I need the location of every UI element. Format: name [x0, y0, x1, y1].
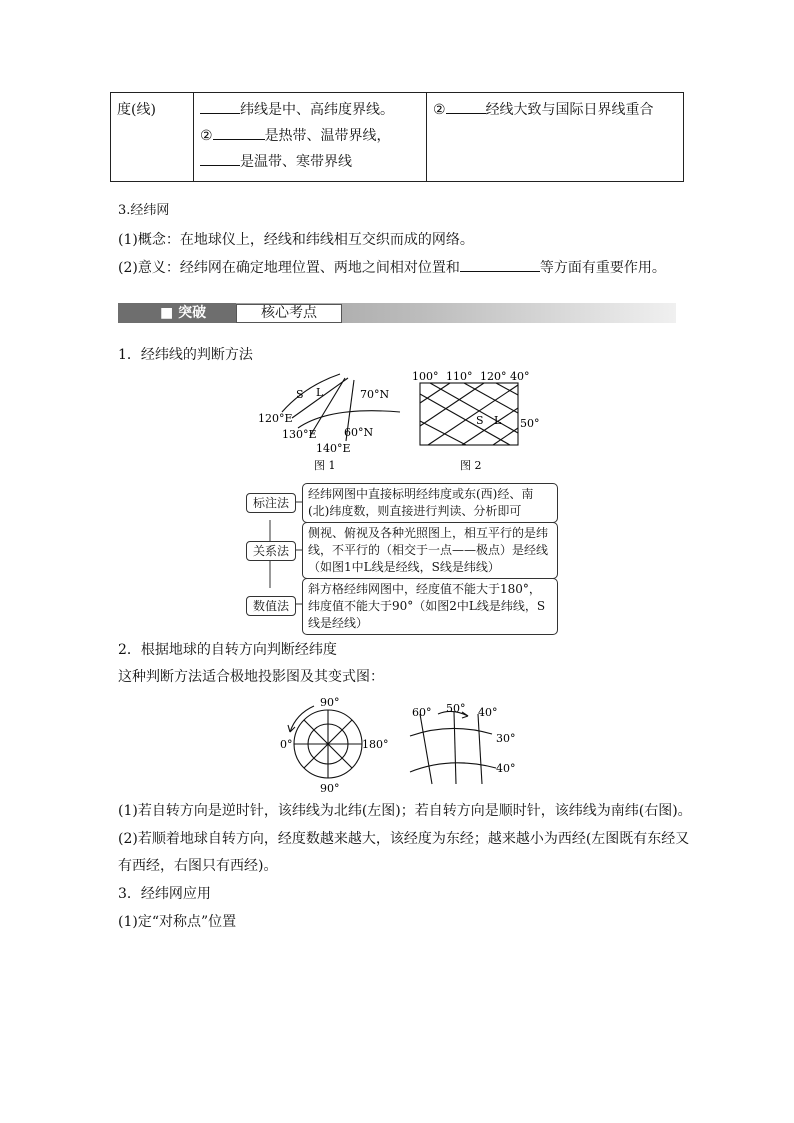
method-text-value: 斜方格经纬网图中，经度值不能大于180°，纬度值不能大于90°（如图2中L线是纬线，S线是经线）	[302, 578, 558, 635]
polar-projection-diagrams	[270, 694, 530, 798]
section-heading: 1．经纬线的判断方法	[118, 347, 253, 363]
paragraph: (1)定“对称点”位置	[118, 914, 237, 930]
paragraph	[118, 257, 666, 278]
cell-text: 经线大致与国际日界线重合	[485, 102, 654, 118]
polar-right-50: 50°	[446, 702, 466, 715]
latitude-line-70	[282, 374, 340, 412]
cell-text: 是温带、寒带界线	[240, 154, 352, 170]
paragraph: 有西经，右图只有西经)。	[118, 858, 278, 874]
figure-1-2-diagrams	[250, 366, 550, 476]
fig1-caption: 图 1	[314, 459, 336, 472]
banner-label-text: ■ 突破	[160, 305, 207, 321]
fill-blank	[200, 151, 240, 166]
section-heading: 3.经纬网	[118, 203, 170, 218]
polar-left-right: 180°	[362, 738, 389, 751]
fig2-frame	[420, 383, 518, 445]
lat-line-3	[200, 149, 420, 175]
figure-2	[420, 383, 518, 445]
fig1-l-label: L	[316, 386, 324, 399]
banner-tab: 核心考点	[236, 304, 342, 323]
banner-label	[118, 303, 236, 323]
polar-right-40-top: 40°	[478, 706, 498, 719]
method-label-value: 数值法	[246, 596, 296, 616]
method-label-relation: 关系法	[246, 541, 296, 561]
lat-line-1	[200, 97, 420, 123]
fig2-top-110: 110°	[446, 370, 473, 383]
polar-right-60: 60°	[412, 706, 432, 719]
fig1-lat70-label: 70°N	[360, 388, 390, 401]
grid-line	[420, 383, 484, 426]
table-cell-label	[111, 93, 194, 182]
cell-text: ②	[433, 102, 446, 118]
grid-line	[462, 408, 518, 445]
table-cell-latitude	[194, 93, 427, 182]
paragraph-text: 等方面有重要作用。	[539, 260, 666, 276]
method-text-relation: 侧视、俯视及各种光照图上，相互平行的是纬线，不平行的（相交于一点——极点）是经线（如图1中L线是经线，S线是纬线）	[302, 522, 558, 579]
fig2-top-120: 120°	[480, 370, 507, 383]
grid-line	[430, 383, 518, 433]
grid-line	[464, 383, 518, 413]
fig1-lon120-label: 120°E	[258, 412, 293, 425]
section-heading: 3．经纬网应用	[118, 886, 211, 902]
fig2-top-100: 100°	[412, 370, 439, 383]
polar-left-bottom: 90°	[320, 782, 340, 795]
table-cell-longitude	[427, 93, 684, 182]
section-banner	[118, 303, 676, 323]
cell-text: 纬线是中、高纬度界线。	[240, 102, 394, 118]
fig1-s-label: S	[296, 388, 304, 401]
latitude-arc-40	[410, 763, 496, 772]
meridian-40	[478, 714, 482, 784]
polar-right-diagram	[410, 711, 496, 784]
fill-blank	[213, 125, 265, 140]
polar-left-diagram	[288, 706, 362, 778]
polar-left-left: 0°	[280, 738, 293, 751]
paragraph: (2)若顺着地球自转方向，经度数越来越大，该经度为东经；越来越小为西经(左图既有东经又	[118, 831, 690, 847]
fill-blank	[460, 257, 540, 272]
cell-text: ②	[200, 128, 213, 144]
paragraph: (1)若自转方向是逆时针，该纬线为北纬(左图)；若自转方向是顺时针，该纬线为南纬(右图)。	[118, 803, 692, 819]
fill-blank	[200, 99, 240, 114]
fig2-s-label: S	[476, 414, 484, 427]
fig1-lon140-label: 140°E	[316, 442, 351, 455]
section-heading: 2．根据地球的自转方向判断经纬度	[118, 642, 337, 658]
method-label-annotation: 标注法	[246, 493, 296, 513]
meridian-50	[454, 712, 456, 784]
cell-text: 度(线)	[117, 102, 156, 118]
grid-line	[496, 383, 518, 395]
paragraph-text: (2)意义：经纬网在确定地理位置、两地之间相对位置和	[118, 260, 460, 276]
paragraph: 这种判断方法适合极地投影图及其变式图：	[118, 669, 384, 685]
lat-line-2	[200, 123, 420, 149]
latitude-longitude-table	[110, 92, 684, 182]
fill-blank	[446, 99, 486, 114]
cell-text: 是热带、温带界线，	[264, 128, 391, 144]
grid-line	[428, 385, 518, 445]
meridian-60	[420, 714, 432, 784]
paragraph: (1)概念：在地球仪上，经线和纬线相互交织而成的网络。	[118, 232, 474, 248]
polar-right-40: 40°	[496, 762, 516, 775]
fig1-lon130-label: 130°E	[282, 428, 317, 441]
meridian-lines	[294, 710, 362, 778]
fig2-l-label: L	[494, 414, 502, 427]
fig2-top-40: 40°	[510, 370, 530, 383]
fig2-caption: 图 2	[460, 459, 482, 472]
polar-left-top: 90°	[320, 696, 340, 709]
polar-right-30: 30°	[496, 732, 516, 745]
fig2-right-50: 50°	[520, 417, 540, 430]
method-text-annotation: 经纬网图中直接标明经纬度或东(西)经、南(北)纬度数，则直接进行判读、分析即可	[302, 483, 558, 523]
fig1-lat60-label: 60°N	[344, 426, 374, 439]
